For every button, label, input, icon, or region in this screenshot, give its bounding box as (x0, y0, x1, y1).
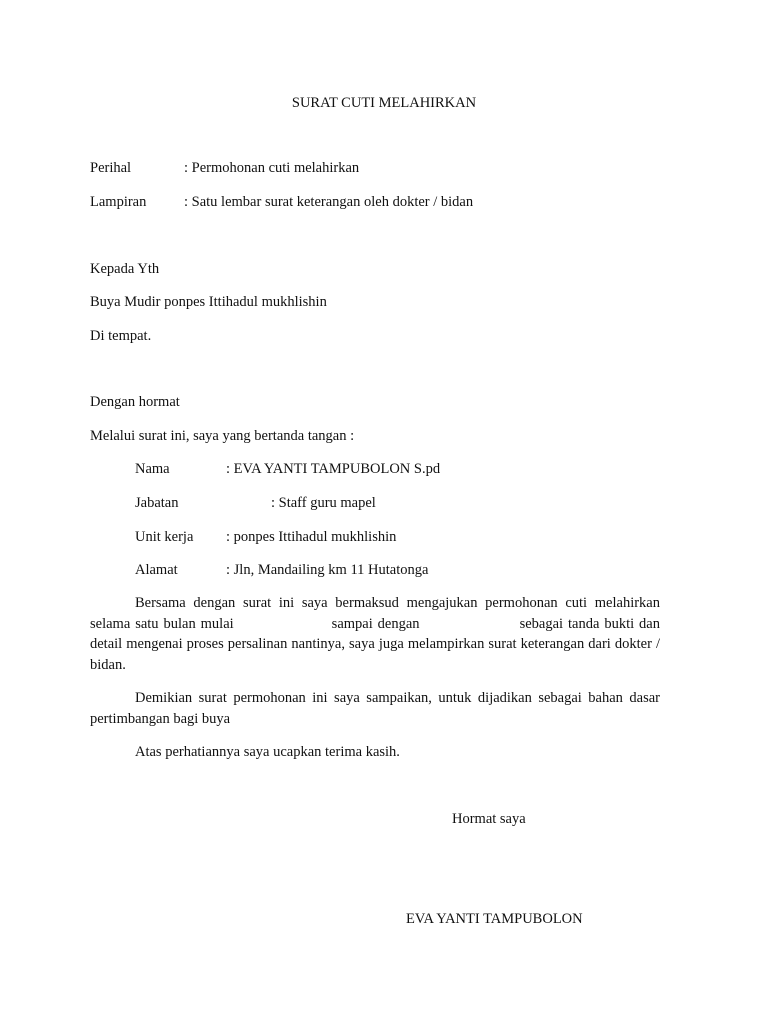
signer-name: EVA YANTI TAMPUBOLON (406, 911, 583, 927)
body-paragraph-2 (90, 688, 660, 729)
unit-kerja-label: Unit kerja (135, 529, 194, 545)
recipient-line-3: Di tempat. (90, 328, 152, 344)
body-paragraph-1-part-3: sebagai tanda bukti dan detail mengenai proses persalinan nantinya, saya juga melampirkan surat keterangan dari dokter / bidan. (90, 615, 660, 673)
alamat-label: Alamat (135, 562, 178, 578)
recipient-line-2: Buya Mudir ponpes Ittihadul mukhlishin (90, 294, 327, 310)
perihal-label: Perihal (90, 160, 132, 176)
unit-kerja-value: : ponpes Ittihadul mukhlishin (226, 529, 397, 545)
nama-label: Nama (135, 461, 170, 477)
lampiran-value: : Satu lembar surat keterangan oleh dokter / bidan (184, 194, 474, 210)
closing-salutation: Hormat saya (452, 811, 526, 827)
body-paragraph-3: Atas perhatiannya saya ucapkan terima kasih. (135, 744, 400, 760)
body-paragraph-1-part-2: sampai dengan (331, 615, 420, 632)
alamat-value: : Jln, Mandailing km 11 Hutatonga (226, 562, 429, 578)
body-paragraph-2-text: Demikian surat permohonan ini saya sampaikan, untuk dijadikan sebagai bahan dasar pertimbangan bagi buya (90, 690, 660, 727)
recipient-line-1: Kepada Yth (90, 261, 160, 277)
letter-title: SURAT CUTI MELAHIRKAN (291, 95, 477, 111)
jabatan-value: : Staff guru mapel (271, 495, 376, 511)
greeting: Dengan hormat (90, 394, 180, 410)
lampiran-label: Lampiran (90, 194, 147, 210)
jabatan-label: Jabatan (135, 495, 179, 511)
body-paragraph-1 (90, 593, 660, 675)
perihal-value: : Permohonan cuti melahirkan (184, 160, 360, 176)
body-paragraph-1-part-1: Bersama dengan surat ini saya bermaksud mengajukan permohonan cuti melahirkan selama satu bulan mulai (90, 595, 660, 632)
intro-line: Melalui surat ini, saya yang bertanda tangan : (90, 428, 355, 444)
nama-value: : EVA YANTI TAMPUBOLON S.pd (226, 461, 441, 477)
